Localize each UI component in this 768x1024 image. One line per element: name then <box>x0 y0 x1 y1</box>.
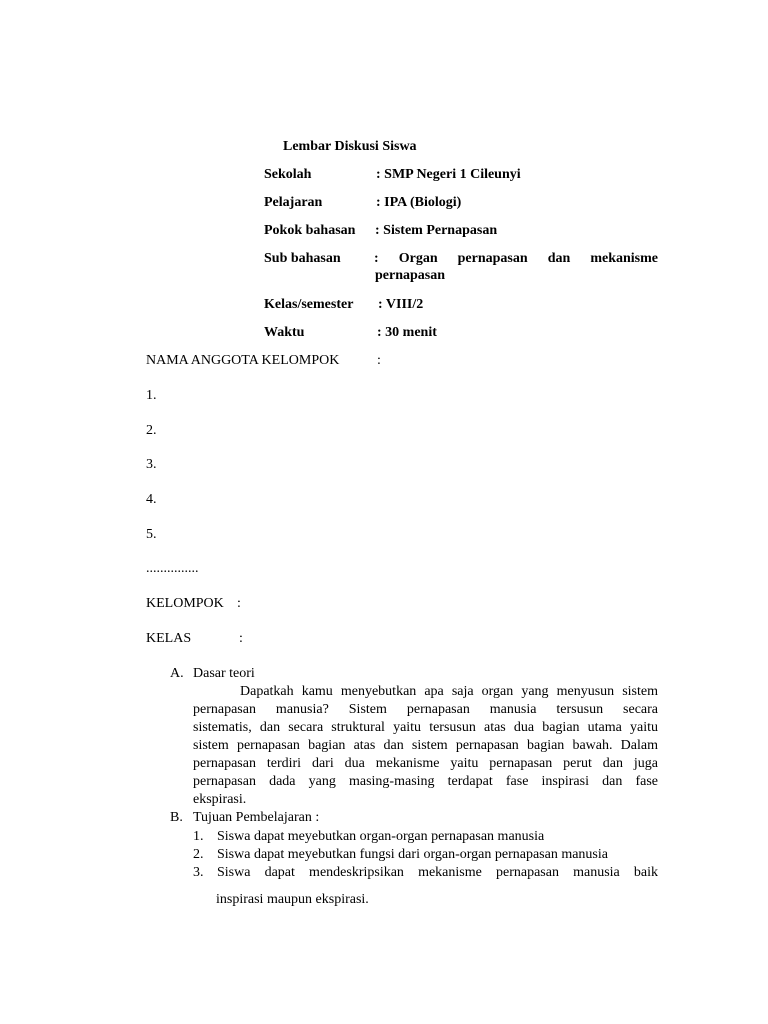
info-value-kelas-semester: : VIII/2 <box>378 297 424 312</box>
members-colon: : <box>377 353 381 368</box>
member-number-5: 5. <box>146 527 157 542</box>
info-value-sekolah: : SMP Negeri 1 Cileunyi <box>376 167 521 182</box>
section-a-title: Dasar teori <box>193 666 255 681</box>
paragraph-line: pernapasan manusia? Sistem pernapasan manusia tersusun secara <box>193 702 658 717</box>
objective-text-3-line2: inspirasi maupun ekspirasi. <box>216 892 369 907</box>
info-value-waktu: : 30 menit <box>377 325 437 340</box>
objective-text-1: Siswa dapat meyebutkan organ-organ pernapasan manusia <box>217 829 545 844</box>
section-a-marker: A. <box>170 666 184 681</box>
paragraph-line: sistem pernapasan bagian atas dan sistem pernapasan bagian bawah. Dalam <box>193 738 658 753</box>
paragraph-line: pernapasan dada yang masing-masing terdapat fase inspirasi dan fase <box>193 774 658 789</box>
info-label-sekolah: Sekolah <box>264 167 312 182</box>
dasar-teori-paragraph <box>193 683 658 809</box>
member-dots: ............... <box>146 561 199 576</box>
info-label-kelas-semester: Kelas/semester <box>264 297 354 312</box>
member-number-3: 3. <box>146 457 157 472</box>
paragraph-line: Dapatkah kamu menyebutkan apa saja organ yang menyusun sistem <box>240 684 658 699</box>
info-value-sub-bahasan: : Organ pernapasan dan mekanisme <box>374 251 658 266</box>
objective-number-2: 2. <box>193 847 204 862</box>
kelas-label: KELAS <box>146 631 192 646</box>
objective-number-1: 1. <box>193 829 204 844</box>
kelompok-colon: : <box>237 596 241 611</box>
kelompok-label: KELOMPOK <box>146 596 224 611</box>
member-number-2: 2. <box>146 423 157 438</box>
page-title: Lembar Diskusi Siswa <box>283 139 417 154</box>
objective-number-3: 3. <box>193 865 204 880</box>
info-label-sub-bahasan: Sub bahasan <box>264 251 341 266</box>
member-number-4: 4. <box>146 492 157 507</box>
info-label-pokok-bahasan: Pokok bahasan <box>264 223 356 238</box>
paragraph-line: pernapasan terdiri dari dua mekanisme yaitu pernapasan perut dan juga <box>193 756 658 771</box>
member-number-1: 1. <box>146 388 157 403</box>
objective-text-2: Siswa dapat meyebutkan fungsi dari organ-organ pernapasan manusia <box>217 847 608 862</box>
info-label-pelajaran: Pelajaran <box>264 195 323 210</box>
info-value-sub-bahasan-line2: pernapasan <box>375 268 446 283</box>
section-b-marker: B. <box>170 810 183 825</box>
objective-text-3: Siswa dapat mendeskripsikan mekanisme pernapasan manusia baik <box>217 865 658 880</box>
info-value-pokok-bahasan: : Sistem Pernapasan <box>375 223 498 238</box>
paragraph-line: ekspirasi. <box>193 792 247 807</box>
info-label-waktu: Waktu <box>264 325 305 340</box>
members-label: NAMA ANGGOTA KELOMPOK <box>146 353 340 368</box>
section-b-title: Tujuan Pembelajaran : <box>193 810 320 825</box>
info-value-pelajaran: : IPA (Biologi) <box>376 195 462 210</box>
paragraph-line: sistematis, dan secara struktural yaitu tersusun atas dua bagian utama yaitu <box>193 720 658 735</box>
kelas-colon: : <box>239 631 243 646</box>
